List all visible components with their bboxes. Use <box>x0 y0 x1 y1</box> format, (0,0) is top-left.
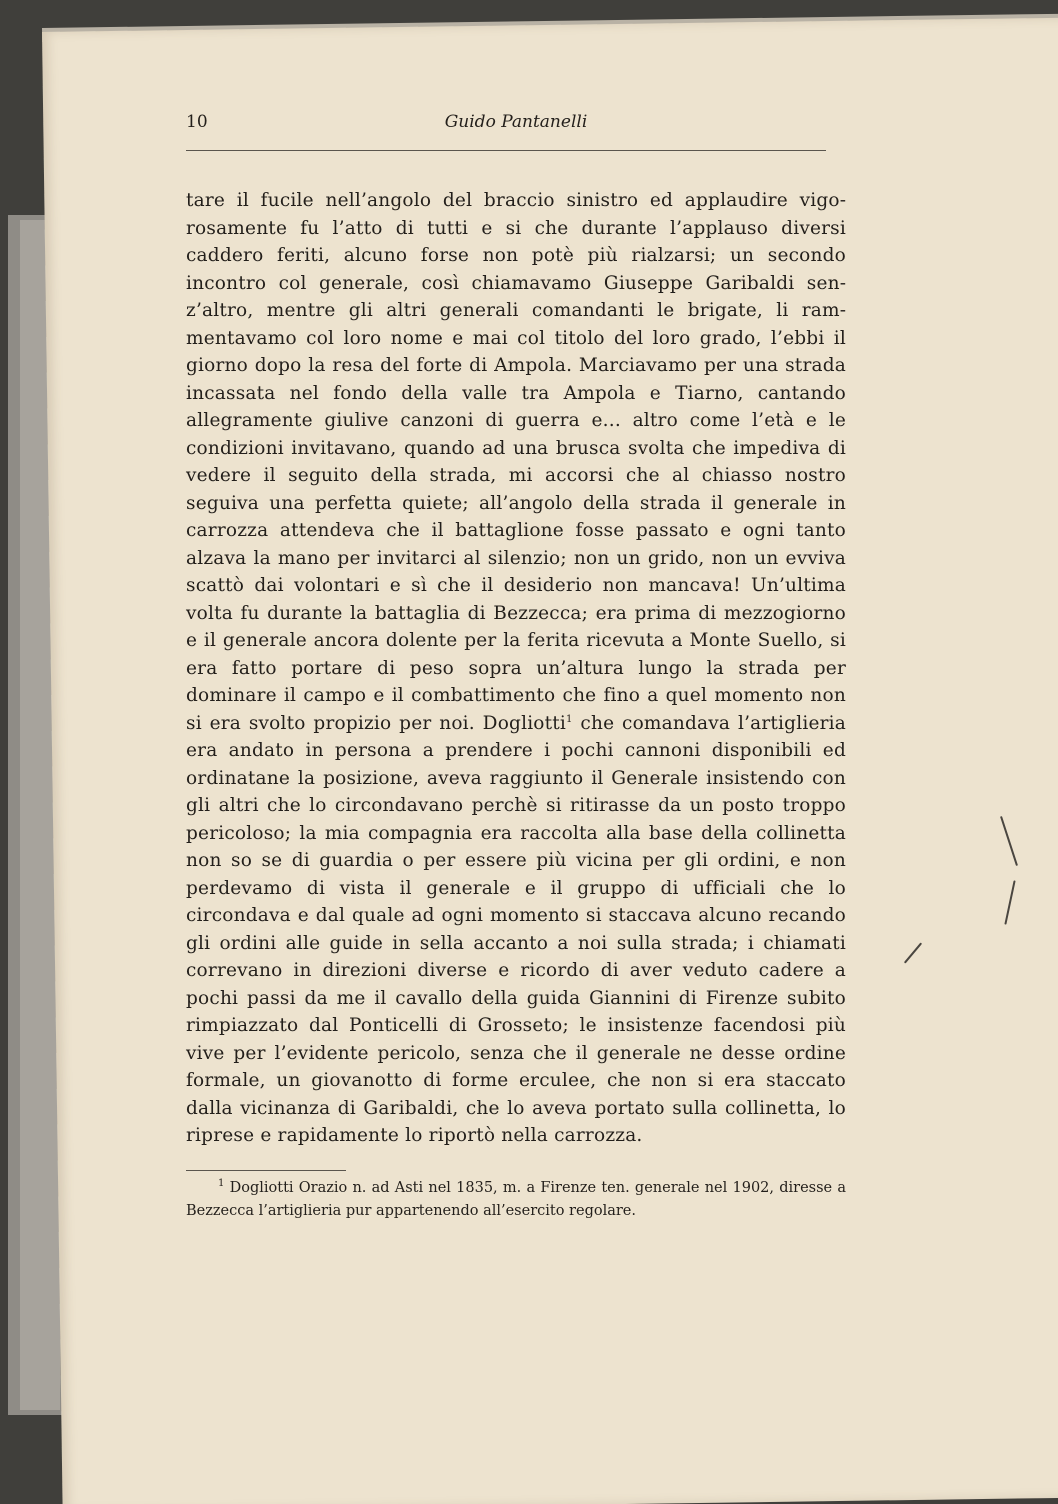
page-content <box>186 112 846 1223</box>
page-number: 10 <box>186 112 208 132</box>
body-text-part-1: tare il fucile nell’angolo del braccio sinistro ed applaudire vigorosamente fu l’atto di tutti e si che durante l’applauso diversi caddero feriti, alcuno forse non potè più rialzarsi; un secondo incontro col generale, così chiamavamo Giuseppe Garibaldi senz’altro, mentre gli altri generali comandanti le brigate, li rammentavamo col loro nome e mai col titolo del loro grado, l’ebbi il giorno dopo la resa del forte di Ampola. Marciavamo per una strada incassata nel fondo della valle tra Ampola e Tiarno, cantando allegramente giulive canzoni di guerra e... altro come l’età e le condizioni invitavano, quando ad una brusca svolta che impediva di vedere il seguito della strada, mi accorsi che al chiasso nostro seguiva una perfetta quiete; all’angolo della strada il generale in carrozza attendeva che il battaglione fosse passato e ogni tanto alzava la mano per invitarci al silenzio; non un grido, non un evviva scattò dai volontari e sì che il desiderio non mancava! Un’ultima volta fu durante la battaglia di Bezzecca; era prima di mezzogiorno e il generale ancora dolente per la ferita ricevuta a Monte Suello, si era fatto portare di peso sopra un’altura lungo la strada per dominare il campo e il combattimento che fino a quel momento non si era svolto propizio per noi. Dogliotti <box>186 190 846 734</box>
running-title: Guido Pantanelli <box>444 112 588 132</box>
body-text-part-2: che comandava l’artiglieria era andato in persona a prendere i pochi cannoni disponibili ed ordinatane la posizione, aveva raggiunto il Generale insistendo con gli altri che lo circondavano perchè si ritirasse da un posto troppo pericoloso; la mia compagnia era raccolta alla base della collinetta non so se di guardia o per essere più vicina per gli ordini, e non perdevamo di vista il generale e il gruppo di ufficiali che lo circondava e dal quale ad ogni momento si staccava alcuno recando gli ordini alle guide in sella accanto a noi sulla strada; i chiamati correvano in direzioni diverse e ricordo di aver veduto cadere a pochi passi da me il cavallo della guida Giannini di Firenze subito rimpiazzato dal Ponticelli di Grosseto; le insistenze facendosi più vive per l’evidente pericolo, senza che il generale ne desse ordine formale, un giovanotto di forme erculee, che non si era staccato dalla vicinanza di Garibaldi, che lo aveva portato sulla collinetta, lo riprese e rapidamente lo riportò nella carrozza. <box>186 712 846 1146</box>
running-head <box>186 112 846 140</box>
body-text <box>186 187 846 1150</box>
footnote-text: Dogliotti Orazio n. ad Asti nel 1835, m. a Firenze ten. generale nel 1902, diresse a Bezzecca l’artiglieria pur appartenendo all’esercito regolare. <box>186 1179 846 1219</box>
header-rule <box>186 150 826 151</box>
footnote-marker: 1 <box>218 1177 225 1189</box>
footnote-reference: 1 <box>566 713 573 725</box>
body-paragraph <box>186 187 846 1150</box>
footnote-rule <box>186 1170 346 1171</box>
footnote <box>186 1177 846 1223</box>
